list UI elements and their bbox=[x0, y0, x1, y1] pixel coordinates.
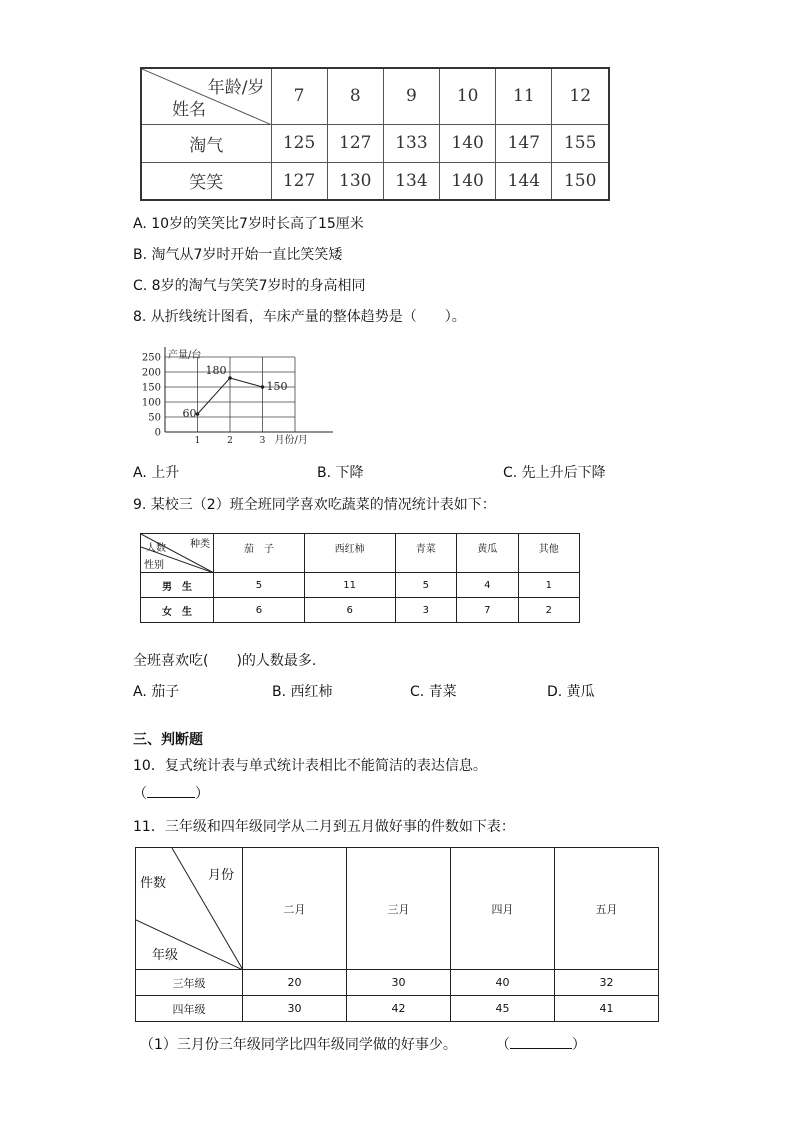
height-cell: 133 bbox=[383, 124, 439, 162]
q8-option-b: B. 下降 bbox=[317, 465, 364, 481]
column-header: 西红柿 bbox=[304, 534, 395, 573]
value-cell: 11 bbox=[304, 573, 395, 598]
age-cell: 9 bbox=[383, 68, 439, 124]
q8-option-c: C. 先上升后下降 bbox=[503, 465, 606, 481]
value-cell: 20 bbox=[243, 970, 347, 996]
table-row bbox=[141, 573, 580, 598]
row-name: 笑笑 bbox=[141, 162, 271, 200]
data-point bbox=[261, 385, 265, 389]
data-label: 180 bbox=[205, 364, 227, 377]
x-tick-label: 3 bbox=[259, 436, 266, 445]
answer-line[interactable] bbox=[147, 797, 195, 798]
header-name-label: 姓名 bbox=[172, 99, 206, 120]
table-row bbox=[141, 598, 580, 623]
age-cell: 12 bbox=[552, 68, 609, 124]
q8-option-a: A. 上升 bbox=[133, 465, 180, 481]
row-label: 女 生 bbox=[141, 598, 214, 623]
q11-sub1-text: （1）三月份三年级同学比四年级同学做的好事少。 bbox=[140, 1037, 457, 1053]
y-tick-label: 200 bbox=[141, 367, 161, 379]
good-deeds-table bbox=[135, 847, 659, 1022]
height-cell: 130 bbox=[327, 162, 383, 200]
header-month-label: 月份 bbox=[207, 868, 234, 883]
row-label: 男 生 bbox=[141, 573, 214, 598]
value-cell: 30 bbox=[243, 996, 347, 1022]
x-tick-label: 2 bbox=[227, 436, 233, 445]
column-header: 黄瓜 bbox=[457, 534, 518, 573]
value-cell: 42 bbox=[347, 996, 451, 1022]
height-cell: 144 bbox=[496, 162, 552, 200]
table-row bbox=[136, 996, 659, 1022]
column-header: 四月 bbox=[451, 848, 555, 970]
height-cell: 134 bbox=[383, 162, 439, 200]
value-cell: 5 bbox=[214, 573, 305, 598]
header-people-label: 人数 bbox=[146, 543, 166, 554]
age-cell: 10 bbox=[440, 68, 496, 124]
y-tick-label: 100 bbox=[141, 397, 161, 409]
column-header: 青菜 bbox=[395, 534, 456, 573]
q8-stem: 8. 从折线统计图看，车床产量的整体趋势是（ ）。 bbox=[133, 309, 466, 325]
height-cell: 127 bbox=[271, 162, 327, 200]
paren-open: （ bbox=[495, 1037, 510, 1053]
x-axis-label: 月份/月 bbox=[274, 435, 308, 445]
data-label: 60 bbox=[182, 407, 197, 420]
q10-stem: 10．复式统计表与单式统计表相比不能简洁的表达信息。 bbox=[133, 758, 487, 774]
table-row bbox=[136, 970, 659, 996]
value-cell: 2 bbox=[518, 598, 580, 623]
table-row bbox=[141, 162, 609, 200]
column-header: 三月 bbox=[347, 848, 451, 970]
q7-option-a: A. 10岁的笑笑比7岁时长高了15厘米 bbox=[133, 216, 364, 232]
row-label: 四年级 bbox=[136, 996, 243, 1022]
column-header: 二月 bbox=[243, 848, 347, 970]
q11-sub1 bbox=[140, 1034, 586, 1054]
height-cell: 147 bbox=[496, 124, 552, 162]
table-row bbox=[141, 124, 609, 162]
production-line-chart bbox=[120, 340, 350, 445]
height-cell: 140 bbox=[440, 162, 496, 200]
q11-stem: 11．三年级和四年级同学从二月到五月做好事的件数如下表： bbox=[133, 819, 515, 835]
paren-close: ） bbox=[571, 1037, 586, 1053]
value-cell: 1 bbox=[518, 573, 580, 598]
row-label: 三年级 bbox=[136, 970, 243, 996]
height-cell: 155 bbox=[552, 124, 609, 162]
y-tick-label: 50 bbox=[148, 412, 161, 424]
row-name: 淘气 bbox=[141, 124, 271, 162]
q7-option-c: C. 8岁的淘气与笑笑7岁时的身高相同 bbox=[133, 278, 366, 294]
value-cell: 6 bbox=[214, 598, 305, 623]
header-age-label: 年龄/岁 bbox=[207, 78, 265, 98]
y-tick-label: 0 bbox=[154, 427, 161, 439]
x-tick-label: 1 bbox=[194, 436, 201, 445]
table-header-corner bbox=[141, 68, 271, 124]
paren-open: （ bbox=[133, 786, 147, 802]
height-cell: 125 bbox=[271, 124, 327, 162]
data-point bbox=[228, 376, 232, 380]
header-count-label: 件数 bbox=[140, 876, 167, 891]
age-cell: 11 bbox=[496, 68, 552, 124]
height-cell: 127 bbox=[327, 124, 383, 162]
value-cell: 5 bbox=[395, 573, 456, 598]
q9-option-c: C. 青菜 bbox=[410, 684, 457, 700]
height-cell: 140 bbox=[440, 124, 496, 162]
age-cell: 7 bbox=[271, 68, 327, 124]
table-header-corner bbox=[136, 848, 243, 970]
y-tick-label: 150 bbox=[141, 382, 161, 394]
value-cell: 6 bbox=[304, 598, 395, 623]
value-cell: 30 bbox=[347, 970, 451, 996]
q9-question: 全班喜欢吃( )的人数最多. bbox=[133, 653, 317, 669]
table-header-corner bbox=[141, 534, 214, 573]
column-header: 五月 bbox=[555, 848, 659, 970]
vegetable-table bbox=[140, 533, 580, 623]
value-cell: 41 bbox=[555, 996, 659, 1022]
height-cell: 150 bbox=[552, 162, 609, 200]
q9-stem: 9. 某校三（2）班全班同学喜欢吃蔬菜的情况统计表如下： bbox=[133, 497, 496, 513]
column-header: 其他 bbox=[518, 534, 580, 573]
value-cell: 45 bbox=[451, 996, 555, 1022]
q7-option-b: B. 淘气从7岁时开始一直比笑笑矮 bbox=[133, 247, 343, 263]
q9-option-d: D. 黄瓜 bbox=[547, 684, 595, 700]
value-cell: 3 bbox=[395, 598, 456, 623]
header-gender-label: 性别 bbox=[144, 560, 164, 571]
header-grade-label: 年级 bbox=[152, 948, 179, 963]
paren-close: ） bbox=[195, 786, 209, 802]
data-label: 150 bbox=[266, 380, 288, 393]
value-cell: 7 bbox=[457, 598, 518, 623]
header-kind-label: 种类 bbox=[190, 539, 210, 550]
answer-line[interactable] bbox=[510, 1048, 572, 1049]
column-header: 茄 子 bbox=[214, 534, 305, 573]
q10-answer-blank[interactable] bbox=[133, 783, 209, 803]
y-tick-label: 250 bbox=[141, 352, 161, 364]
height-table bbox=[140, 67, 610, 201]
section-title: 三、判断题 bbox=[133, 732, 203, 748]
value-cell: 4 bbox=[457, 573, 518, 598]
age-cell: 8 bbox=[327, 68, 383, 124]
value-cell: 32 bbox=[555, 970, 659, 996]
q9-option-a: A. 茄子 bbox=[133, 684, 180, 700]
y-axis-label: 产量/台 bbox=[168, 350, 202, 361]
q9-option-b: B. 西红柿 bbox=[272, 684, 333, 700]
value-cell: 40 bbox=[451, 970, 555, 996]
